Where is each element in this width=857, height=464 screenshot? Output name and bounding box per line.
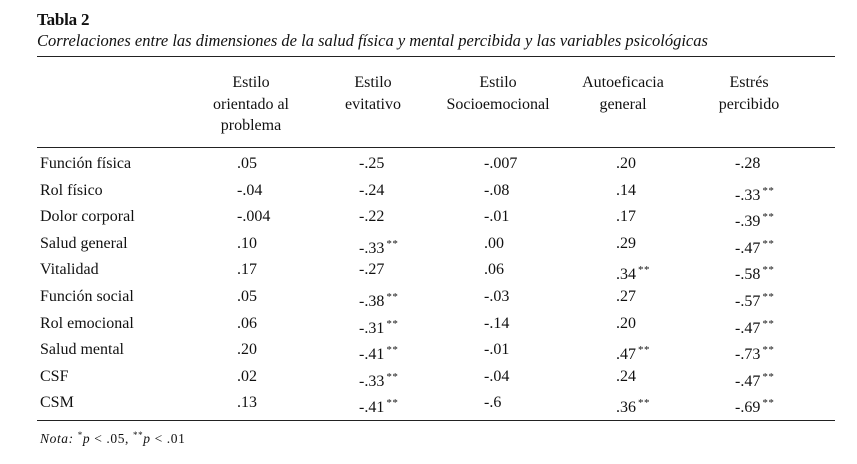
significance-marker: ** (386, 290, 399, 303)
significance-marker: ** (762, 290, 775, 303)
table-cell (237, 204, 270, 231)
table-cell (616, 231, 636, 258)
column-header-line: evitativo (345, 95, 401, 113)
bottom-rule (37, 420, 835, 421)
significance-marker: ** (386, 370, 399, 383)
cell-value: -.47 (735, 372, 761, 390)
table-row (37, 390, 835, 417)
significance-marker: ** (762, 397, 775, 410)
cell-value: .13 (237, 394, 257, 412)
cell-value: -.14 (484, 314, 510, 332)
significance-marker: ** (762, 237, 775, 250)
significance-marker: ** (386, 397, 399, 410)
table-cell (237, 151, 257, 178)
cell-value: .20 (616, 314, 636, 332)
cell-value: -.33 (359, 372, 385, 390)
significance-marker: ** (762, 317, 775, 330)
note-lead: Nota: (40, 431, 74, 446)
column-header-line: Estilo (232, 74, 270, 91)
table-cell (484, 364, 509, 391)
cell-value: -.6 (484, 394, 502, 412)
cell-value: -.004 (237, 208, 271, 226)
significance-marker: ** (386, 237, 399, 250)
cell-value: .06 (237, 314, 257, 332)
cell-value: -.69 (735, 399, 761, 417)
cell-value: .34 (616, 266, 636, 284)
table-row (37, 364, 835, 391)
cell-value: -.58 (735, 266, 761, 284)
header-rule (37, 147, 835, 148)
table-cell (484, 151, 517, 178)
table-row (37, 204, 835, 231)
cell-value: -.31 (359, 319, 385, 337)
cell-value: .27 (616, 287, 636, 305)
cell-value: -.08 (484, 181, 510, 199)
cell-value: .17 (616, 208, 636, 226)
table-cell (237, 178, 262, 205)
significance-marker: ** (638, 264, 650, 277)
cell-value: .17 (237, 261, 257, 279)
cell-value: -.04 (237, 181, 263, 199)
cell-value: -.22 (359, 208, 385, 226)
row-label: Función social (40, 287, 134, 305)
table-header (37, 66, 835, 146)
table-note (40, 426, 185, 448)
cell-value: -.47 (735, 239, 761, 257)
table-cell (359, 257, 384, 284)
cell-value: -.41 (359, 399, 385, 417)
table-title: Correlaciones entre las dimensiones de la salud física y mental percibida y las variables psicológicas (37, 31, 708, 50)
significance-marker: ** (762, 264, 775, 277)
table-number: Tabla 2 (37, 10, 90, 29)
row-label: Función física (40, 155, 132, 172)
cell-value: -.47 (735, 319, 761, 337)
table-cell (359, 178, 384, 205)
table-cell (484, 337, 509, 364)
note-sig1-marker: * (77, 430, 83, 440)
cell-value: .05 (237, 287, 257, 305)
cell-value: .20 (237, 341, 257, 359)
significance-marker: ** (638, 344, 650, 357)
significance-marker: ** (386, 344, 399, 357)
cell-value: .20 (616, 155, 636, 172)
cell-value: .29 (616, 234, 636, 252)
cell-value: -.24 (359, 181, 385, 199)
cell-value: .36 (616, 399, 636, 417)
table-cell (359, 151, 384, 178)
row-label: Salud general (40, 234, 128, 252)
cell-value: -.03 (484, 287, 510, 305)
table-cell (616, 151, 636, 178)
table-cell (484, 390, 501, 417)
table-cell (237, 364, 257, 391)
table-cell (359, 390, 398, 422)
cell-value: .14 (616, 181, 636, 199)
row-label: Dolor corporal (40, 208, 135, 226)
cell-value: -.41 (359, 346, 385, 364)
column-header-line: Estilo (479, 74, 517, 91)
table-cell (484, 257, 504, 284)
column-header-line: orientado al (213, 95, 289, 113)
significance-marker: ** (762, 184, 775, 197)
table-cell (237, 311, 257, 338)
significance-marker: ** (762, 344, 775, 357)
cell-value: -.007 (484, 155, 518, 172)
table-cell (237, 231, 257, 258)
column-header-line: Socioemocional (446, 95, 550, 113)
table-cell (484, 178, 509, 205)
cell-value: -.01 (484, 208, 510, 226)
table-cell (616, 364, 636, 391)
table-row (37, 178, 835, 205)
cell-value: -.39 (735, 213, 761, 231)
cell-value: .06 (484, 261, 504, 279)
significance-marker: ** (762, 370, 775, 383)
note-sig2-p: p (143, 431, 151, 446)
cell-value: -.27 (359, 261, 385, 279)
table-cell (735, 151, 760, 178)
table-cell (616, 178, 636, 205)
table-row (37, 257, 835, 284)
cell-value: .24 (616, 367, 636, 385)
table-cell (735, 390, 774, 422)
table-cell (484, 231, 504, 258)
table-row (37, 311, 835, 338)
column-header-line: percibido (718, 95, 780, 113)
cell-value: -.33 (359, 239, 385, 257)
table-cell (359, 204, 384, 231)
table-container (37, 10, 835, 446)
cell-value: -.33 (735, 186, 761, 204)
column-header-line: Estilo (354, 74, 392, 91)
table-cell (616, 390, 650, 422)
column-header-line: Autoeficacia (582, 74, 664, 91)
note-sig2-rest: < .01 (150, 431, 186, 446)
top-rule (37, 56, 835, 57)
table-body (37, 151, 835, 417)
note-sig2-marker: ** (133, 430, 144, 440)
table-cell (616, 204, 636, 231)
table-row (37, 284, 835, 311)
cell-value: .05 (237, 155, 257, 172)
cell-value: -.28 (735, 155, 761, 172)
row-label: Vitalidad (40, 261, 99, 279)
table-row (37, 231, 835, 258)
note-sig1-p: p (82, 431, 91, 446)
table-row (37, 337, 835, 364)
significance-marker: ** (762, 211, 775, 224)
column-header (669, 72, 829, 115)
cell-value: .10 (237, 234, 257, 252)
table-cell (237, 257, 257, 284)
cell-value: -.57 (735, 292, 761, 310)
column-header-line: Estrés (729, 74, 769, 91)
table-cell (237, 337, 257, 364)
row-label: CSF (40, 367, 69, 385)
cell-value: .47 (616, 346, 636, 364)
column-header-line: problema (220, 117, 282, 134)
table-cell (484, 311, 509, 338)
table-cell (616, 284, 636, 311)
table-cell (237, 284, 257, 311)
column-header-line: general (599, 95, 647, 113)
significance-marker: ** (386, 317, 399, 330)
cell-value: -.04 (484, 367, 510, 385)
table-cell (484, 204, 509, 231)
row-label: Rol emocional (40, 314, 134, 332)
cell-value: .02 (237, 367, 257, 385)
row-label: CSM (40, 394, 74, 412)
cell-value: -.38 (359, 292, 385, 310)
table-cell (616, 311, 636, 338)
table-cell (484, 284, 509, 311)
table-row (37, 151, 835, 178)
cell-value: -.25 (359, 155, 385, 172)
significance-marker: ** (638, 397, 650, 410)
cell-value: -.73 (735, 346, 761, 364)
table-cell (237, 390, 257, 417)
cell-value: -.01 (484, 341, 510, 359)
row-label: Rol físico (40, 181, 103, 199)
row-label: Salud mental (40, 341, 124, 359)
note-sig1-rest: < .05, (90, 431, 130, 446)
cell-value: .00 (484, 234, 504, 252)
